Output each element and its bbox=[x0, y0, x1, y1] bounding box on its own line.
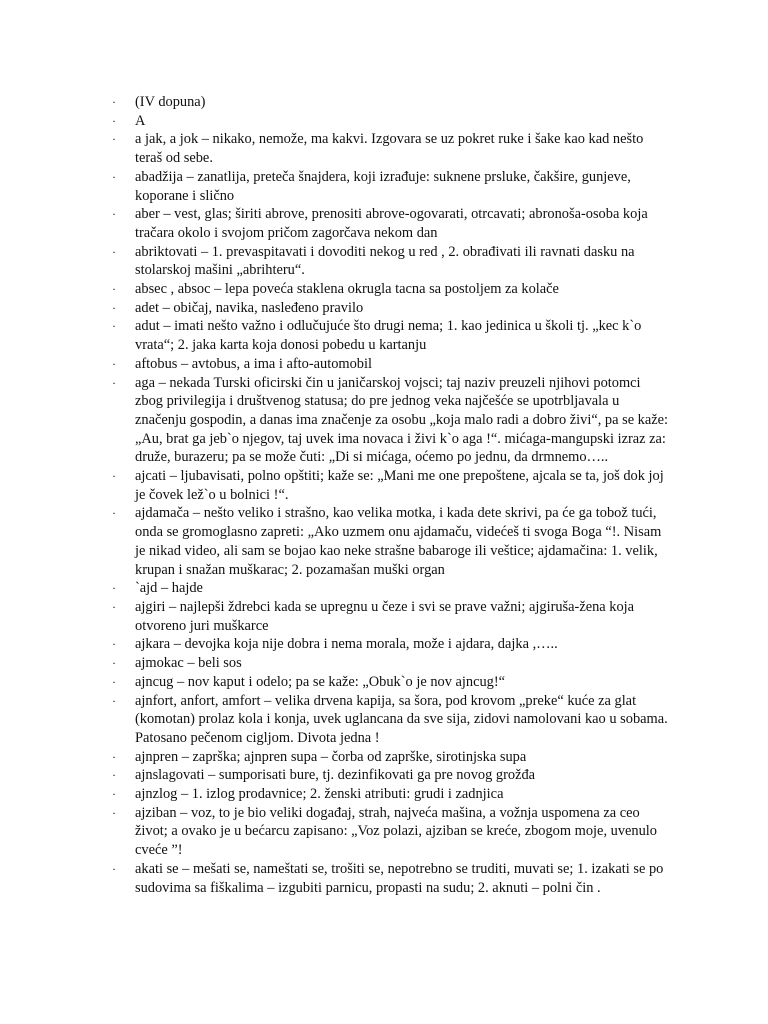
bullet-icon: · bbox=[112, 861, 116, 876]
entry-text: ajnfort, anfort, amfort – velika drvena kapija, sa šora, pod krovom „preke“ kuće za glat (komotan) prolaz kola i konja, uvek uglancana da sve sija, zidovi namolovani kao u sobama. Patosano pečenom cigljom. Divota jedna ! bbox=[135, 692, 668, 746]
list-item bbox=[112, 374, 672, 468]
list-item bbox=[112, 748, 672, 767]
entry-text: a jak, a jok – nikako, nemože, ma kakvi. Izgovara se uz pokret ruke i šake kao kad nešto teraš od sebe. bbox=[135, 131, 644, 167]
list-item bbox=[112, 112, 672, 131]
bullet-icon: · bbox=[112, 244, 116, 259]
entry-text: A bbox=[135, 112, 146, 129]
list-item bbox=[112, 504, 672, 579]
entry-text: ajnslagovati – sumporisati bure, tj. dezinfikovati ga pre novog grožđa bbox=[135, 767, 536, 784]
list-item bbox=[112, 598, 672, 635]
entry-text: ajncug – nov kaput i odelo; pa se kaže: „Obuk`o je nov ajncug!“ bbox=[135, 673, 506, 690]
list-item bbox=[112, 635, 672, 654]
entry-text: ajkara – devojka koja nije dobra i nema morala, može i ajdara, dajka ,….. bbox=[135, 636, 558, 653]
entry-text: absec , absoc – lepa poveća staklena okrugla tacna sa postoljem za kolače bbox=[135, 281, 559, 298]
bullet-icon: · bbox=[112, 805, 116, 820]
entry-text: ajgiri – najlepši ždrebci kada se upregnu u čeze i svi se prave važni; ajgiruša-žena koja otvoreno juri muškarce bbox=[135, 598, 635, 634]
bullet-icon: · bbox=[112, 132, 116, 147]
entry-text: aftobus – avtobus, a ima i afto-automobil bbox=[135, 355, 372, 372]
bullet-icon: · bbox=[112, 207, 116, 222]
list-item bbox=[112, 355, 672, 374]
bullet-icon: · bbox=[112, 581, 116, 596]
list-item bbox=[112, 280, 672, 299]
list-item bbox=[112, 673, 672, 692]
list-item bbox=[112, 860, 672, 897]
list-item bbox=[112, 317, 672, 354]
bullet-icon: · bbox=[112, 674, 116, 689]
bullet-icon: · bbox=[112, 637, 116, 652]
entry-text: ajnpren – zaprška; ajnpren supa – čorba od zaprške, sirotinjska supa bbox=[135, 748, 527, 765]
entry-text: ajnzlog – 1. izlog prodavnice; 2. ženski atributi: grudi i zadnjica bbox=[135, 786, 504, 803]
entry-text: aber – vest, glas; širiti abrove, prenositi abrove-ogovarati, otrcavati; abronoša-osoba koja tračara okolo i svojom pričom zagorčava nekom dan bbox=[135, 206, 648, 241]
list-item bbox=[112, 785, 672, 804]
entry-text: abadžija – zanatlija, preteča šnajdera, koji izrađuje: suknene prsluke, čakšire, gunjeve, koporane i slično bbox=[135, 168, 631, 204]
list-item bbox=[112, 467, 672, 504]
bullet-icon: · bbox=[112, 375, 116, 390]
bullet-icon: · bbox=[112, 113, 116, 128]
bullet-icon: · bbox=[112, 300, 116, 315]
bullet-icon: · bbox=[112, 656, 116, 671]
dictionary-entry-list bbox=[112, 93, 672, 897]
list-item bbox=[112, 579, 672, 598]
entry-text: `ajd – hajde bbox=[135, 580, 203, 597]
list-item bbox=[112, 804, 672, 860]
list-item bbox=[112, 766, 672, 785]
entry-text: ajziban – voz, to je bio veliki događaj, strah, najveća mašina, a vožnja uspomena za ceo život; a ovako je u bećarcu zapisano: „Voz polazi, ajziban se kreće, zbogom moje, uvenulo cveće ”! bbox=[135, 804, 657, 859]
bullet-icon: · bbox=[112, 282, 116, 297]
bullet-icon: · bbox=[112, 768, 116, 783]
list-item bbox=[112, 692, 672, 748]
entry-text: (IV dopuna) bbox=[135, 94, 206, 110]
entry-text: adut – imati nešto važno i odlučujuće što drugi nema; 1. kao jedinica u školi tj. „kec k`o vrata“; 2. jaka karta koja donosi pobedu u kartanju bbox=[135, 318, 642, 354]
list-item bbox=[112, 130, 672, 167]
list-item bbox=[112, 299, 672, 318]
list-item bbox=[112, 654, 672, 673]
entry-text: adet – običaj, navika, nasleđeno pravilo bbox=[135, 299, 364, 316]
entry-text: ajmokac – beli sos bbox=[135, 655, 242, 672]
entry-text: aga – nekada Turski oficirski čin u janičarskoj vojsci; taj naziv preuzeli njihovi potomci zbog privilegija i društvenog statusa; do pre jednog veka najčešće se upotrbljavala u značenju gospodin, a danas ima značenje za osobu „koja malo radi a dobro živi“, pa se kaže: „Au, brat ga jeb`o njegov, taj uvek ima novaca i živi k`o aga !“. mićaga-mangupski izraz za: druže, burazeru; pa se može čuti: „Di si mićaga, oćemo po jednu, da drmnemo….. bbox=[135, 374, 669, 466]
list-item bbox=[112, 243, 672, 280]
bullet-icon: · bbox=[112, 693, 116, 708]
entry-text: ajcati – ljubavisati, polno opštiti; kaže se: „Mani me one prepoštene, ajcala se ta, još dok joj je čovek lež`o u bolnici !“. bbox=[135, 468, 664, 503]
bullet-icon: · bbox=[112, 169, 116, 184]
bullet-icon: · bbox=[112, 599, 116, 614]
list-item bbox=[112, 205, 672, 242]
bullet-icon: · bbox=[112, 506, 116, 521]
entry-text: akati se – mešati se, nameštati se, trošiti se, nepotrebno se truditi, muvati se; 1. izakati se po sudovima sa fiškalima – izgubiti parnicu, propasti na sudu; 2. aknuti – polni čin . bbox=[135, 860, 664, 896]
entry-text: ajdamača – nešto veliko i strašno, kao velika motka, i kada dete skrivi, pa će ga tobož tući, onda se gromoglasno zapreti: „Ako uzmem onu ajdamaču, videćeš ti svoga Boga “!. Nisam je nikad video, ali sam se bojao kao neke strašne babaroge ili veštice; ajdamačina: 1. velik, krupan i snažan muškarac; 2. pozamašan muški organ bbox=[135, 505, 662, 578]
list-item bbox=[112, 168, 672, 205]
bullet-icon: · bbox=[112, 319, 116, 334]
bullet-icon: · bbox=[112, 787, 116, 802]
bullet-icon: · bbox=[112, 356, 116, 371]
bullet-icon: · bbox=[112, 749, 116, 764]
list-item bbox=[112, 93, 672, 112]
bullet-icon: · bbox=[112, 95, 116, 109]
bullet-icon: · bbox=[112, 469, 116, 484]
entry-text: abriktovati – 1. prevaspitavati i dovoditi nekog u red , 2. obrađivati ili ravnati dasku na stolarskoj mašini „abrihteru“. bbox=[135, 243, 635, 279]
